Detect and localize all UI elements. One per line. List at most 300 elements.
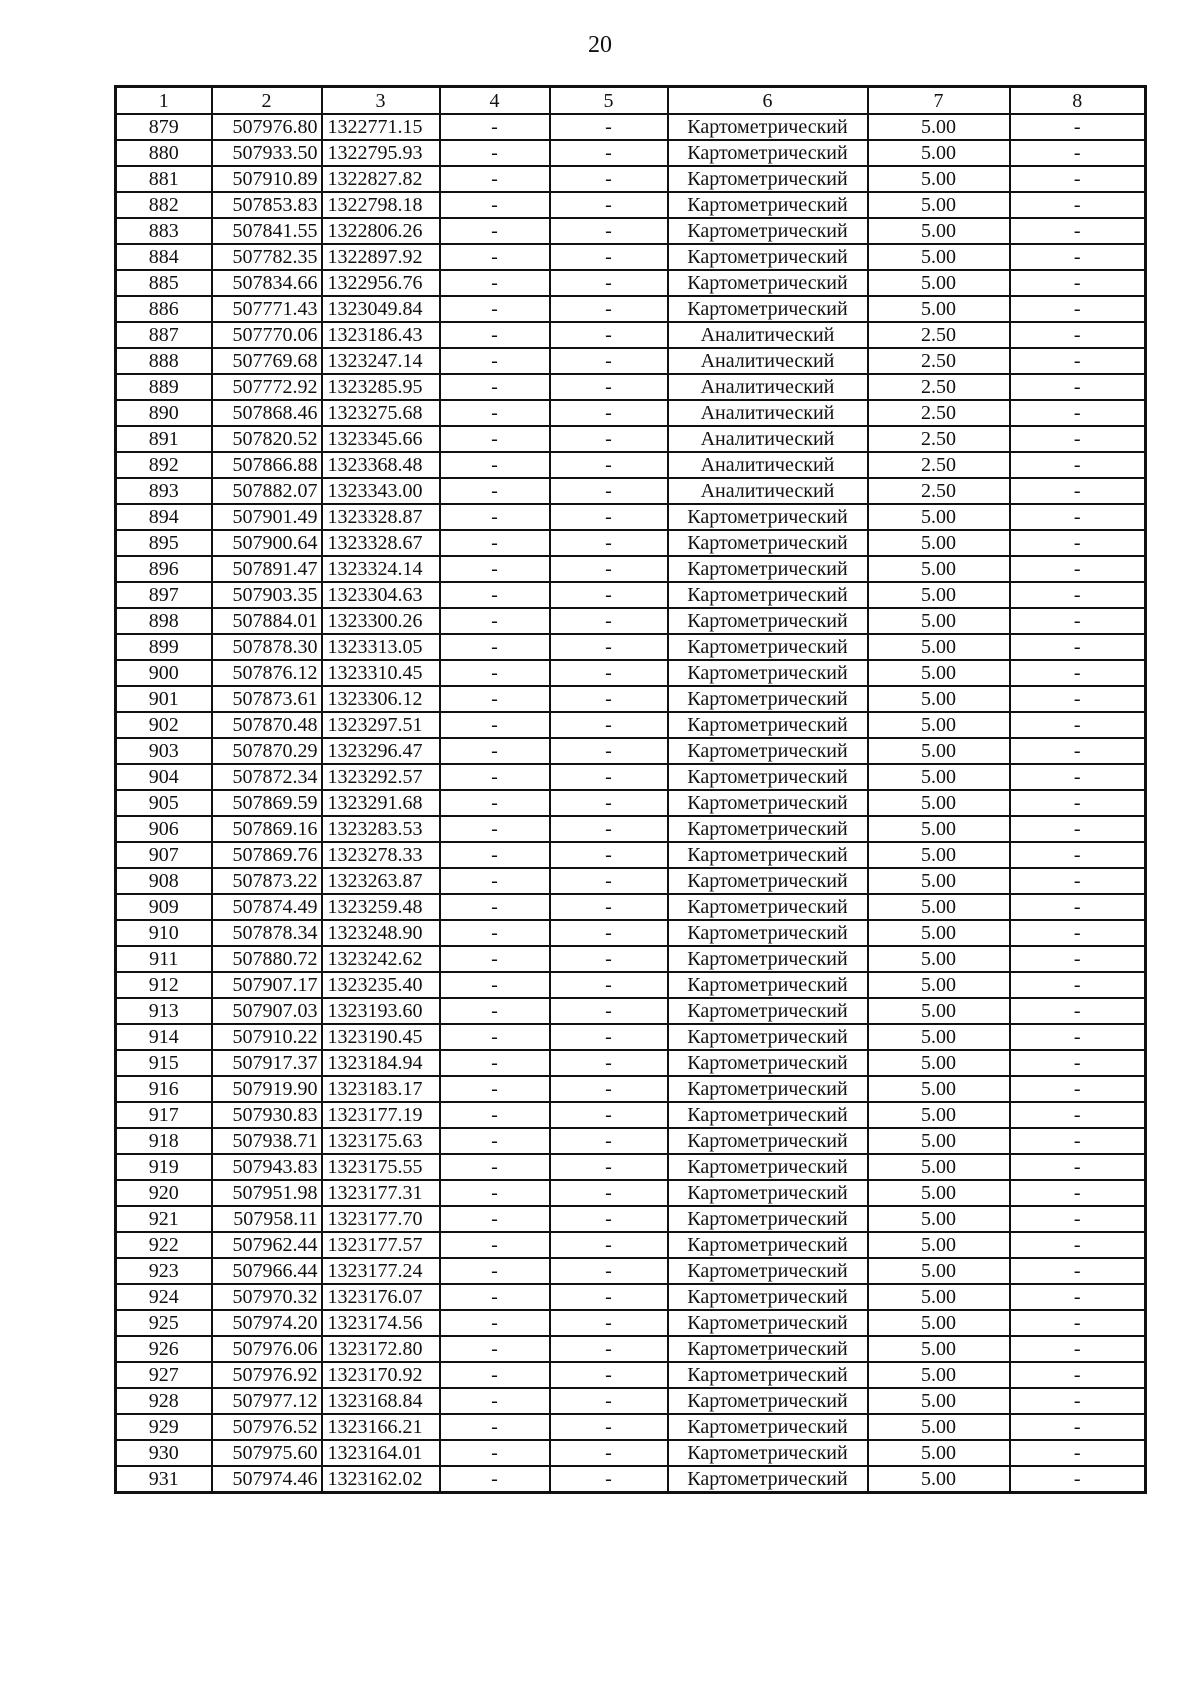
col-5-value-cell: - <box>550 374 668 400</box>
col-8-value-cell: - <box>1010 1232 1146 1258</box>
accuracy-cell: 5.00 <box>868 894 1010 920</box>
method-cell: Картометрический <box>668 1102 868 1128</box>
y-coordinate-cell: 1323345.66 <box>322 426 440 452</box>
table-row <box>116 296 1146 322</box>
point-number-cell: 919 <box>116 1154 212 1180</box>
table-row <box>116 1388 1146 1414</box>
y-coordinate-cell: 1322827.82 <box>322 166 440 192</box>
y-coordinate-cell: 1323177.57 <box>322 1232 440 1258</box>
method-cell: Картометрический <box>668 244 868 270</box>
col-8-value-cell: - <box>1010 1310 1146 1336</box>
x-coordinate-cell: 507772.92 <box>212 374 322 400</box>
col-8-value-cell: - <box>1010 1154 1146 1180</box>
col-4-value-cell: - <box>440 1388 550 1414</box>
table-row <box>116 660 1146 686</box>
col-8-value-cell: - <box>1010 920 1146 946</box>
y-coordinate-cell: 1323166.21 <box>322 1414 440 1440</box>
accuracy-cell: 5.00 <box>868 946 1010 972</box>
point-number-cell: 896 <box>116 556 212 582</box>
point-number-cell: 884 <box>116 244 212 270</box>
table-header <box>116 87 1146 115</box>
accuracy-cell: 5.00 <box>868 972 1010 998</box>
col-4-value-cell: - <box>440 452 550 478</box>
col-8-value-cell: - <box>1010 556 1146 582</box>
method-cell: Картометрический <box>668 1024 868 1050</box>
col-5-value-cell: - <box>550 1310 668 1336</box>
col-4-value-cell: - <box>440 1050 550 1076</box>
x-coordinate-cell: 507962.44 <box>212 1232 322 1258</box>
x-coordinate-cell: 507919.90 <box>212 1076 322 1102</box>
x-coordinate-cell: 507872.34 <box>212 764 322 790</box>
accuracy-cell: 2.50 <box>868 426 1010 452</box>
method-cell: Картометрический <box>668 1076 868 1102</box>
page-number: 20 <box>588 32 612 58</box>
method-cell: Картометрический <box>668 998 868 1024</box>
y-coordinate-cell: 1323242.62 <box>322 946 440 972</box>
point-number-cell: 926 <box>116 1336 212 1362</box>
col-5-value-cell: - <box>550 1232 668 1258</box>
method-cell: Картометрический <box>668 1362 868 1388</box>
x-coordinate-cell: 507782.35 <box>212 244 322 270</box>
y-coordinate-cell: 1323177.70 <box>322 1206 440 1232</box>
col-8-value-cell: - <box>1010 1258 1146 1284</box>
x-coordinate-cell: 507958.11 <box>212 1206 322 1232</box>
col-4-value-cell: - <box>440 1440 550 1466</box>
table-row <box>116 1102 1146 1128</box>
point-number-cell: 897 <box>116 582 212 608</box>
col-8-value-cell: - <box>1010 1388 1146 1414</box>
accuracy-cell: 5.00 <box>868 686 1010 712</box>
col-5-value-cell: - <box>550 452 668 478</box>
point-number-cell: 908 <box>116 868 212 894</box>
method-cell: Картометрический <box>668 1232 868 1258</box>
y-coordinate-cell: 1322798.18 <box>322 192 440 218</box>
x-coordinate-cell: 507976.52 <box>212 1414 322 1440</box>
method-cell: Картометрический <box>668 790 868 816</box>
x-coordinate-cell: 507841.55 <box>212 218 322 244</box>
point-number-cell: 888 <box>116 348 212 374</box>
accuracy-cell: 5.00 <box>868 1154 1010 1180</box>
accuracy-cell: 2.50 <box>868 400 1010 426</box>
col-8-value-cell: - <box>1010 1050 1146 1076</box>
x-coordinate-cell: 507834.66 <box>212 270 322 296</box>
method-cell: Аналитический <box>668 374 868 400</box>
col-4-value-cell: - <box>440 1024 550 1050</box>
y-coordinate-cell: 1323263.87 <box>322 868 440 894</box>
point-number-cell: 890 <box>116 400 212 426</box>
method-cell: Картометрический <box>668 868 868 894</box>
accuracy-cell: 5.00 <box>868 868 1010 894</box>
accuracy-cell: 5.00 <box>868 1336 1010 1362</box>
table-row <box>116 634 1146 660</box>
x-coordinate-cell: 507880.72 <box>212 946 322 972</box>
point-number-cell: 909 <box>116 894 212 920</box>
col-4-value-cell: - <box>440 1336 550 1362</box>
accuracy-cell: 5.00 <box>868 1024 1010 1050</box>
table-row <box>116 608 1146 634</box>
table-row <box>116 582 1146 608</box>
point-number-cell: 902 <box>116 712 212 738</box>
col-5-value-cell: - <box>550 322 668 348</box>
y-coordinate-cell: 1323259.48 <box>322 894 440 920</box>
accuracy-cell: 5.00 <box>868 1232 1010 1258</box>
table-row <box>116 504 1146 530</box>
col-5-value-cell: - <box>550 790 668 816</box>
y-coordinate-cell: 1323296.47 <box>322 738 440 764</box>
method-cell: Картометрический <box>668 218 868 244</box>
col-4-value-cell: - <box>440 946 550 972</box>
point-number-cell: 915 <box>116 1050 212 1076</box>
x-coordinate-cell: 507870.29 <box>212 738 322 764</box>
point-number-cell: 916 <box>116 1076 212 1102</box>
table-row <box>116 1128 1146 1154</box>
x-coordinate-cell: 507884.01 <box>212 608 322 634</box>
col-8-value-cell: - <box>1010 790 1146 816</box>
x-coordinate-cell: 507966.44 <box>212 1258 322 1284</box>
accuracy-cell: 5.00 <box>868 764 1010 790</box>
col-5-value-cell: - <box>550 712 668 738</box>
y-coordinate-cell: 1323306.12 <box>322 686 440 712</box>
x-coordinate-cell: 507869.76 <box>212 842 322 868</box>
y-coordinate-cell: 1323177.31 <box>322 1180 440 1206</box>
col-5-value-cell: - <box>550 1102 668 1128</box>
point-number-cell: 880 <box>116 140 212 166</box>
point-number-cell: 924 <box>116 1284 212 1310</box>
col-8-value-cell: - <box>1010 348 1146 374</box>
table-row <box>116 946 1146 972</box>
col-5-value-cell: - <box>550 972 668 998</box>
col-8-value-cell: - <box>1010 1206 1146 1232</box>
col-5-value-cell: - <box>550 660 668 686</box>
y-coordinate-cell: 1323193.60 <box>322 998 440 1024</box>
accuracy-cell: 5.00 <box>868 660 1010 686</box>
y-coordinate-cell: 1323162.02 <box>322 1466 440 1493</box>
accuracy-cell: 5.00 <box>868 1258 1010 1284</box>
col-4-value-cell: - <box>440 790 550 816</box>
x-coordinate-cell: 507910.89 <box>212 166 322 192</box>
header-cell: 2 <box>212 87 322 115</box>
y-coordinate-cell: 1323170.92 <box>322 1362 440 1388</box>
col-4-value-cell: - <box>440 972 550 998</box>
method-cell: Картометрический <box>668 842 868 868</box>
point-number-cell: 900 <box>116 660 212 686</box>
y-coordinate-cell: 1323184.94 <box>322 1050 440 1076</box>
col-4-value-cell: - <box>440 166 550 192</box>
accuracy-cell: 2.50 <box>868 348 1010 374</box>
col-4-value-cell: - <box>440 738 550 764</box>
col-8-value-cell: - <box>1010 738 1146 764</box>
header-cell: 4 <box>440 87 550 115</box>
col-5-value-cell: - <box>550 1440 668 1466</box>
col-4-value-cell: - <box>440 634 550 660</box>
col-5-value-cell: - <box>550 1336 668 1362</box>
x-coordinate-cell: 507951.98 <box>212 1180 322 1206</box>
col-8-value-cell: - <box>1010 1284 1146 1310</box>
method-cell: Картометрический <box>668 946 868 972</box>
accuracy-cell: 5.00 <box>868 1076 1010 1102</box>
col-4-value-cell: - <box>440 1284 550 1310</box>
col-4-value-cell: - <box>440 322 550 348</box>
col-5-value-cell: - <box>550 1154 668 1180</box>
table-row <box>116 244 1146 270</box>
y-coordinate-cell: 1323310.45 <box>322 660 440 686</box>
method-cell: Картометрический <box>668 686 868 712</box>
y-coordinate-cell: 1323190.45 <box>322 1024 440 1050</box>
y-coordinate-cell: 1323186.43 <box>322 322 440 348</box>
col-5-value-cell: - <box>550 1076 668 1102</box>
col-8-value-cell: - <box>1010 868 1146 894</box>
col-8-value-cell: - <box>1010 296 1146 322</box>
col-5-value-cell: - <box>550 114 668 140</box>
col-5-value-cell: - <box>550 556 668 582</box>
accuracy-cell: 5.00 <box>868 920 1010 946</box>
accuracy-cell: 5.00 <box>868 998 1010 1024</box>
table-row <box>116 1154 1146 1180</box>
x-coordinate-cell: 507820.52 <box>212 426 322 452</box>
table-row <box>116 816 1146 842</box>
col-5-value-cell: - <box>550 530 668 556</box>
y-coordinate-cell: 1322795.93 <box>322 140 440 166</box>
col-4-value-cell: - <box>440 1206 550 1232</box>
table-row <box>116 270 1146 296</box>
y-coordinate-cell: 1323292.57 <box>322 764 440 790</box>
col-8-value-cell: - <box>1010 1440 1146 1466</box>
header-cell: 5 <box>550 87 668 115</box>
table-row <box>116 1310 1146 1336</box>
header-cell: 6 <box>668 87 868 115</box>
table-row <box>116 478 1146 504</box>
col-8-value-cell: - <box>1010 764 1146 790</box>
method-cell: Картометрический <box>668 166 868 192</box>
point-number-cell: 886 <box>116 296 212 322</box>
y-coordinate-cell: 1323313.05 <box>322 634 440 660</box>
y-coordinate-cell: 1323176.07 <box>322 1284 440 1310</box>
col-4-value-cell: - <box>440 868 550 894</box>
x-coordinate-cell: 507907.03 <box>212 998 322 1024</box>
col-8-value-cell: - <box>1010 816 1146 842</box>
x-coordinate-cell: 507900.64 <box>212 530 322 556</box>
col-5-value-cell: - <box>550 270 668 296</box>
y-coordinate-cell: 1323183.17 <box>322 1076 440 1102</box>
x-coordinate-cell: 507943.83 <box>212 1154 322 1180</box>
accuracy-cell: 5.00 <box>868 1414 1010 1440</box>
point-number-cell: 920 <box>116 1180 212 1206</box>
point-number-cell: 885 <box>116 270 212 296</box>
col-5-value-cell: - <box>550 478 668 504</box>
point-number-cell: 903 <box>116 738 212 764</box>
table-row <box>116 998 1146 1024</box>
x-coordinate-cell: 507869.16 <box>212 816 322 842</box>
table-row <box>116 400 1146 426</box>
accuracy-cell: 2.50 <box>868 374 1010 400</box>
accuracy-cell: 5.00 <box>868 166 1010 192</box>
col-5-value-cell: - <box>550 426 668 452</box>
col-4-value-cell: - <box>440 140 550 166</box>
table-row <box>116 530 1146 556</box>
col-4-value-cell: - <box>440 478 550 504</box>
col-4-value-cell: - <box>440 816 550 842</box>
accuracy-cell: 5.00 <box>868 1440 1010 1466</box>
point-number-cell: 881 <box>116 166 212 192</box>
y-coordinate-cell: 1323324.14 <box>322 556 440 582</box>
col-5-value-cell: - <box>550 998 668 1024</box>
col-4-value-cell: - <box>440 556 550 582</box>
method-cell: Картометрический <box>668 1466 868 1493</box>
col-8-value-cell: - <box>1010 946 1146 972</box>
accuracy-cell: 2.50 <box>868 452 1010 478</box>
method-cell: Картометрический <box>668 1258 868 1284</box>
point-number-cell: 893 <box>116 478 212 504</box>
col-4-value-cell: - <box>440 1180 550 1206</box>
col-8-value-cell: - <box>1010 1362 1146 1388</box>
point-number-cell: 901 <box>116 686 212 712</box>
x-coordinate-cell: 507975.60 <box>212 1440 322 1466</box>
table-row <box>116 218 1146 244</box>
col-5-value-cell: - <box>550 920 668 946</box>
method-cell: Картометрический <box>668 1310 868 1336</box>
col-5-value-cell: - <box>550 1258 668 1284</box>
y-coordinate-cell: 1323049.84 <box>322 296 440 322</box>
method-cell: Аналитический <box>668 400 868 426</box>
col-8-value-cell: - <box>1010 608 1146 634</box>
point-number-cell: 929 <box>116 1414 212 1440</box>
col-8-value-cell: - <box>1010 322 1146 348</box>
method-cell: Картометрический <box>668 192 868 218</box>
x-coordinate-cell: 507873.61 <box>212 686 322 712</box>
col-8-value-cell: - <box>1010 400 1146 426</box>
table-row <box>116 452 1146 478</box>
point-number-cell: 899 <box>116 634 212 660</box>
point-number-cell: 904 <box>116 764 212 790</box>
y-coordinate-cell: 1323248.90 <box>322 920 440 946</box>
y-coordinate-cell: 1323283.53 <box>322 816 440 842</box>
col-4-value-cell: - <box>440 244 550 270</box>
table-row <box>116 894 1146 920</box>
col-8-value-cell: - <box>1010 426 1146 452</box>
y-coordinate-cell: 1323291.68 <box>322 790 440 816</box>
x-coordinate-cell: 507901.49 <box>212 504 322 530</box>
header-cell: 7 <box>868 87 1010 115</box>
method-cell: Картометрический <box>668 1206 868 1232</box>
x-coordinate-cell: 507878.34 <box>212 920 322 946</box>
col-4-value-cell: - <box>440 1310 550 1336</box>
point-number-cell: 923 <box>116 1258 212 1284</box>
x-coordinate-cell: 507974.46 <box>212 1466 322 1493</box>
accuracy-cell: 5.00 <box>868 1284 1010 1310</box>
col-8-value-cell: - <box>1010 1414 1146 1440</box>
table-row <box>116 1232 1146 1258</box>
y-coordinate-cell: 1323285.95 <box>322 374 440 400</box>
col-8-value-cell: - <box>1010 1336 1146 1362</box>
col-8-value-cell: - <box>1010 192 1146 218</box>
accuracy-cell: 5.00 <box>868 244 1010 270</box>
point-number-cell: 927 <box>116 1362 212 1388</box>
col-8-value-cell: - <box>1010 1102 1146 1128</box>
col-8-value-cell: - <box>1010 1128 1146 1154</box>
y-coordinate-cell: 1322771.15 <box>322 114 440 140</box>
y-coordinate-cell: 1322806.26 <box>322 218 440 244</box>
col-4-value-cell: - <box>440 400 550 426</box>
x-coordinate-cell: 507910.22 <box>212 1024 322 1050</box>
col-5-value-cell: - <box>550 634 668 660</box>
x-coordinate-cell: 507770.06 <box>212 322 322 348</box>
col-8-value-cell: - <box>1010 660 1146 686</box>
method-cell: Картометрический <box>668 582 868 608</box>
table-row <box>116 1440 1146 1466</box>
x-coordinate-cell: 507974.20 <box>212 1310 322 1336</box>
col-8-value-cell: - <box>1010 842 1146 868</box>
col-5-value-cell: - <box>550 764 668 790</box>
point-number-cell: 925 <box>116 1310 212 1336</box>
point-number-cell: 889 <box>116 374 212 400</box>
point-number-cell: 921 <box>116 1206 212 1232</box>
x-coordinate-cell: 507907.17 <box>212 972 322 998</box>
col-5-value-cell: - <box>550 1024 668 1050</box>
col-5-value-cell: - <box>550 1466 668 1493</box>
accuracy-cell: 5.00 <box>868 270 1010 296</box>
method-cell: Картометрический <box>668 1336 868 1362</box>
col-4-value-cell: - <box>440 114 550 140</box>
point-number-cell: 892 <box>116 452 212 478</box>
col-8-value-cell: - <box>1010 582 1146 608</box>
col-4-value-cell: - <box>440 374 550 400</box>
col-4-value-cell: - <box>440 1102 550 1128</box>
method-cell: Аналитический <box>668 478 868 504</box>
y-coordinate-cell: 1323304.63 <box>322 582 440 608</box>
method-cell: Картометрический <box>668 1128 868 1154</box>
x-coordinate-cell: 507938.71 <box>212 1128 322 1154</box>
method-cell: Аналитический <box>668 452 868 478</box>
col-8-value-cell: - <box>1010 712 1146 738</box>
x-coordinate-cell: 507868.46 <box>212 400 322 426</box>
x-coordinate-cell: 507876.12 <box>212 660 322 686</box>
method-cell: Картометрический <box>668 114 868 140</box>
x-coordinate-cell: 507977.12 <box>212 1388 322 1414</box>
x-coordinate-cell: 507874.49 <box>212 894 322 920</box>
point-number-cell: 930 <box>116 1440 212 1466</box>
accuracy-cell: 2.50 <box>868 478 1010 504</box>
col-5-value-cell: - <box>550 296 668 322</box>
col-5-value-cell: - <box>550 842 668 868</box>
x-coordinate-cell: 507976.92 <box>212 1362 322 1388</box>
point-number-cell: 906 <box>116 816 212 842</box>
x-coordinate-cell: 507878.30 <box>212 634 322 660</box>
col-8-value-cell: - <box>1010 452 1146 478</box>
col-4-value-cell: - <box>440 712 550 738</box>
table-row <box>116 114 1146 140</box>
accuracy-cell: 5.00 <box>868 114 1010 140</box>
accuracy-cell: 5.00 <box>868 608 1010 634</box>
method-cell: Картометрический <box>668 1440 868 1466</box>
y-coordinate-cell: 1323368.48 <box>322 452 440 478</box>
point-number-cell: 905 <box>116 790 212 816</box>
col-8-value-cell: - <box>1010 218 1146 244</box>
table-row <box>116 556 1146 582</box>
point-number-cell: 931 <box>116 1466 212 1493</box>
table-body <box>116 114 1146 1493</box>
col-4-value-cell: - <box>440 582 550 608</box>
col-5-value-cell: - <box>550 166 668 192</box>
y-coordinate-cell: 1323177.19 <box>322 1102 440 1128</box>
x-coordinate-cell: 507970.32 <box>212 1284 322 1310</box>
col-5-value-cell: - <box>550 1128 668 1154</box>
y-coordinate-cell: 1323168.84 <box>322 1388 440 1414</box>
table-row <box>116 738 1146 764</box>
x-coordinate-cell: 507853.83 <box>212 192 322 218</box>
table-row <box>116 868 1146 894</box>
col-4-value-cell: - <box>440 348 550 374</box>
col-5-value-cell: - <box>550 608 668 634</box>
